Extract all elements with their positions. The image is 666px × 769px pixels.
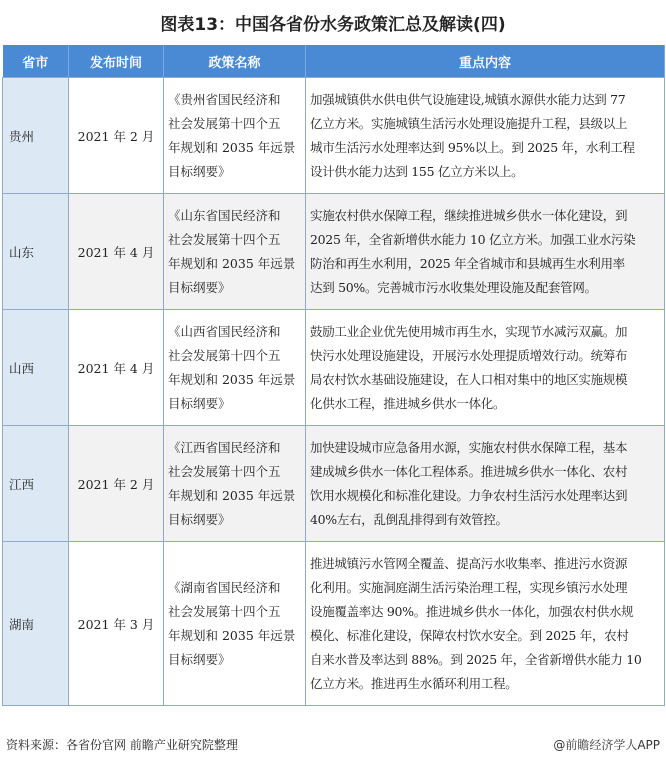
policy-cell: [164, 426, 306, 542]
content-line: 40%左右，乱倒乱排得到有效管控。: [310, 511, 508, 527]
content-line: 鼓励工业企业优先使用城市再生水，实现节水减污双赢。加: [310, 323, 628, 339]
policy-line: 目标纲要》: [168, 651, 231, 667]
policy-line: 《江西省国民经济和: [168, 439, 281, 455]
content-line: 达到 50%。完善城市污水收集处理设施及配套管网。: [310, 279, 597, 295]
content-line: 防治和再生水利用，2025 年全省城市和县城再生水利用率: [310, 255, 625, 271]
table-row: [3, 542, 665, 706]
policy-line: 社会发展第十四个五: [168, 231, 281, 247]
table-header: [3, 45, 665, 78]
policy-table: [2, 45, 665, 706]
policy-cell: [164, 78, 306, 194]
date-cell: 2021 年 4 月: [69, 310, 164, 426]
policy-line: 目标纲要》: [168, 163, 231, 179]
policy-line: 《湖南省国民经济和: [168, 579, 281, 595]
header-content: 重点内容: [306, 45, 665, 78]
content-cell: [306, 194, 665, 310]
content-cell: [306, 426, 665, 542]
date-cell: 2021 年 2 月: [69, 78, 164, 194]
content-line: 饮用水规模化和标准化建设。力争农村生活污水处理率达到: [310, 487, 628, 503]
policy-line: 年规划和 2035 年远景: [168, 627, 296, 643]
content-line: 亿立方米。推进再生水循环利用工程。: [310, 675, 518, 691]
province-cell: 山东: [3, 194, 69, 310]
policy-line: 目标纲要》: [168, 511, 231, 527]
policy-line: 年规划和 2035 年远景: [168, 139, 296, 155]
policy-cell: [164, 542, 306, 706]
policy-line: 社会发展第十四个五: [168, 463, 281, 479]
policy-line: 目标纲要》: [168, 279, 231, 295]
policy-line: 《山东省国民经济和: [168, 207, 281, 223]
policy-line: 年规划和 2035 年远景: [168, 487, 296, 503]
content-line: 建成城乡供水一体化工程体系。推进城乡供水一体化、农村: [310, 463, 628, 479]
policy-cell: [164, 310, 306, 426]
table-row: [3, 78, 665, 194]
content-line: 局农村饮水基础设施建设，在人口相对集中的地区实施规模: [310, 371, 628, 387]
content-line: 自来水普及率达到 88%。到 2025 年，全省新增供水能力 10: [310, 651, 642, 667]
table-row: [3, 426, 665, 542]
policy-line: 目标纲要》: [168, 395, 231, 411]
policy-line: 社会发展第十四个五: [168, 603, 281, 619]
header-province: 省市: [3, 45, 69, 78]
source-note: 资料来源：各省份官网 前瞻产业研究院整理: [6, 738, 238, 752]
content-line: 设计供水能力达到 155 亿立方米以上。: [310, 163, 524, 179]
policy-line: 年规划和 2035 年远景: [168, 255, 296, 271]
province-cell: 山西: [3, 310, 69, 426]
header-policy: 政策名称: [164, 45, 306, 78]
policy-line: 年规划和 2035 年远景: [168, 371, 296, 387]
policy-cell: [164, 194, 306, 310]
province-cell: 湖南: [3, 542, 69, 706]
content-line: 2025 年，全省新增供水能力 10 亿立方米。加强工业水污染: [310, 231, 636, 247]
content-cell: [306, 78, 665, 194]
content-line: 亿立方米。实施城镇生活污水处理设施提升工程，县级以上: [310, 115, 628, 131]
policy-line: 《贵州省国民经济和: [168, 91, 281, 107]
brand-watermark: @前瞻经济学人APP: [553, 738, 660, 752]
content-line: 推进城镇污水管网全覆盖、提高污水收集率、推进污水资源: [310, 555, 628, 571]
content-line: 模化、标准化建设，保障农村饮水安全。到 2025 年，农村: [310, 627, 629, 643]
content-line: 加强城镇供水供电供气设施建设,城镇水源供水能力达到 77: [310, 91, 626, 107]
page-title: 图表13：中国各省份水务政策汇总及解读(四): [160, 15, 506, 35]
date-cell: 2021 年 2 月: [69, 426, 164, 542]
province-cell: 江西: [3, 426, 69, 542]
content-line: 快污水处理设施建设，开展污水处理提质增效行动。统筹布: [310, 347, 628, 363]
content-line: 设施覆盖率达 90%。推进城乡供水一体化，加强农村供水规: [310, 603, 634, 619]
province-cell: 贵州: [3, 78, 69, 194]
policy-line: 《山西省国民经济和: [168, 323, 281, 339]
date-cell: 2021 年 3 月: [69, 542, 164, 706]
policy-line: 社会发展第十四个五: [168, 115, 281, 131]
content-cell: [306, 542, 665, 706]
content-cell: [306, 310, 665, 426]
content-line: 加快建设城市应急备用水源，实施农村供水保障工程，基本: [310, 439, 628, 455]
content-line: 实施农村供水保障工程，继续推进城乡供水一体化建设，到: [310, 207, 628, 223]
table-row: [3, 310, 665, 426]
content-line: 化供水工程，推进城乡供水一体化。: [310, 395, 506, 411]
policy-line: 社会发展第十四个五: [168, 347, 281, 363]
table-row: [3, 194, 665, 310]
content-line: 化利用。实施洞庭湖生活污染治理工程，实现乡镇污水处理: [310, 579, 628, 595]
header-date: 发布时间: [69, 45, 164, 78]
date-cell: 2021 年 4 月: [69, 194, 164, 310]
content-line: 城市生活污水处理率达到 95%以上。到 2025 年，水利工程: [310, 139, 635, 155]
